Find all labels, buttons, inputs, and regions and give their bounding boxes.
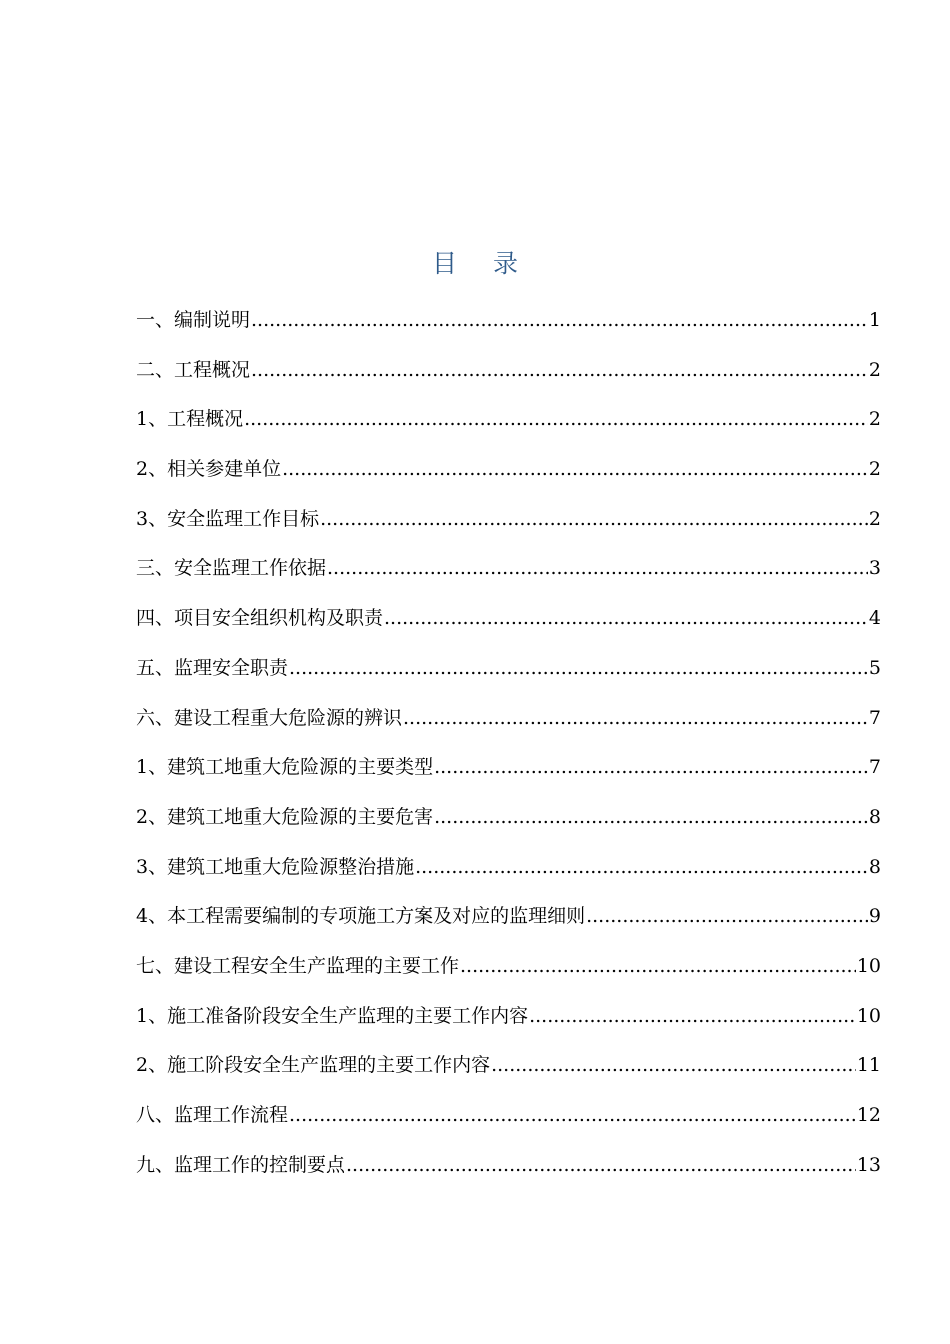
toc-entry-page: 12: [856, 1104, 881, 1126]
toc-entry-page: 9: [868, 905, 881, 928]
toc-entry-page: 7: [868, 706, 881, 729]
toc-entry-page: 4: [868, 607, 881, 630]
toc-entry[interactable]: [136, 550, 881, 600]
toc-leader-dots: [384, 600, 868, 636]
toc-entry-page: 10: [856, 1004, 881, 1027]
toc-entry[interactable]: [136, 849, 881, 899]
toc-entry[interactable]: [136, 302, 881, 352]
toc-leader-dots: [434, 749, 868, 785]
toc-entry[interactable]: [136, 898, 881, 948]
toc-entry-page: 10: [856, 954, 881, 977]
toc-entry-page: 2: [868, 408, 881, 431]
toc-entry[interactable]: [136, 948, 881, 998]
toc-entry-label: 五、监理安全职责: [136, 656, 289, 679]
toc-leader-dots: [434, 799, 868, 835]
toc-leader-dots: [415, 849, 868, 885]
toc-entry-label: 1、工程概况: [136, 408, 244, 431]
toc-entry[interactable]: [136, 501, 881, 551]
toc-entry[interactable]: [136, 650, 881, 700]
toc-entry-label: 2、建筑工地重大危险源的主要危害: [136, 805, 434, 828]
toc-leader-dots: [529, 998, 856, 1034]
toc-leader-dots: [327, 550, 868, 586]
toc-entry-page: 2: [868, 507, 881, 530]
toc-entry-page: 2: [868, 458, 881, 481]
toc-entry-label: 七、建设工程安全生产监理的主要工作: [136, 954, 460, 977]
toc-entry[interactable]: [136, 1047, 881, 1097]
toc-leader-dots: [244, 401, 868, 437]
toc-entry-page: 13: [856, 1153, 881, 1176]
toc-leader-dots: [289, 1097, 856, 1133]
toc-entry[interactable]: [136, 600, 881, 650]
toc-entry-page: 3: [868, 557, 881, 580]
toc-entry[interactable]: [136, 749, 881, 799]
toc-entry[interactable]: [136, 998, 881, 1048]
toc-entry-page: 2: [868, 358, 881, 381]
toc-entry-label: 三、安全监理工作依据: [136, 557, 327, 580]
toc-list: [136, 302, 881, 1196]
toc-entry-label: 2、相关参建单位: [136, 458, 282, 481]
toc-leader-dots: [282, 451, 868, 487]
toc-entry-label: 八、监理工作流程: [136, 1104, 289, 1126]
toc-leader-dots: [403, 700, 868, 736]
toc-leader-dots: [586, 898, 868, 934]
toc-entry-label: 2、施工阶段安全生产监理的主要工作内容: [136, 1054, 491, 1077]
toc-entry-label: 一、编制说明: [136, 309, 251, 331]
toc-leader-dots: [251, 352, 868, 388]
toc-entry-label: 1、建筑工地重大危险源的主要类型: [136, 756, 434, 779]
toc-entry-page: 11: [856, 1054, 881, 1077]
toc-entry-label: 4、本工程需要编制的专项施工方案及对应的监理细则: [136, 905, 586, 928]
toc-entry[interactable]: [136, 799, 881, 849]
toc-entry-label: 六、建设工程重大危险源的辨识: [136, 706, 403, 729]
toc-entry-page: 8: [868, 805, 881, 828]
toc-entry-label: 3、建筑工地重大危险源整治措施: [136, 855, 415, 878]
toc-entry[interactable]: [136, 700, 881, 750]
toc-leader-dots: [491, 1047, 856, 1083]
toc-entry[interactable]: [136, 1147, 881, 1197]
toc-leader-dots: [320, 501, 868, 537]
toc-entry[interactable]: [136, 352, 881, 402]
toc-leader-dots: [346, 1147, 856, 1183]
toc-title: 目 录: [432, 249, 532, 278]
toc-entry-label: 二、工程概况: [136, 358, 251, 381]
toc-entry[interactable]: [136, 451, 881, 501]
toc-entry-page: 8: [868, 855, 881, 878]
toc-entry-page: 1: [868, 309, 881, 331]
toc-leader-dots: [289, 650, 868, 686]
toc-entry-label: 1、施工准备阶段安全生产监理的主要工作内容: [136, 1004, 529, 1027]
toc-entry[interactable]: [136, 1097, 881, 1147]
toc-entry-label: 四、项目安全组织机构及职责: [136, 607, 384, 630]
toc-entry[interactable]: [136, 401, 881, 451]
toc-entry-page: 7: [868, 756, 881, 779]
toc-leader-dots: [251, 302, 868, 338]
toc-entry-label: 九、监理工作的控制要点: [136, 1153, 346, 1176]
toc-entry-page: 5: [868, 656, 881, 679]
toc-entry-label: 3、安全监理工作目标: [136, 507, 320, 530]
toc-leader-dots: [460, 948, 856, 984]
